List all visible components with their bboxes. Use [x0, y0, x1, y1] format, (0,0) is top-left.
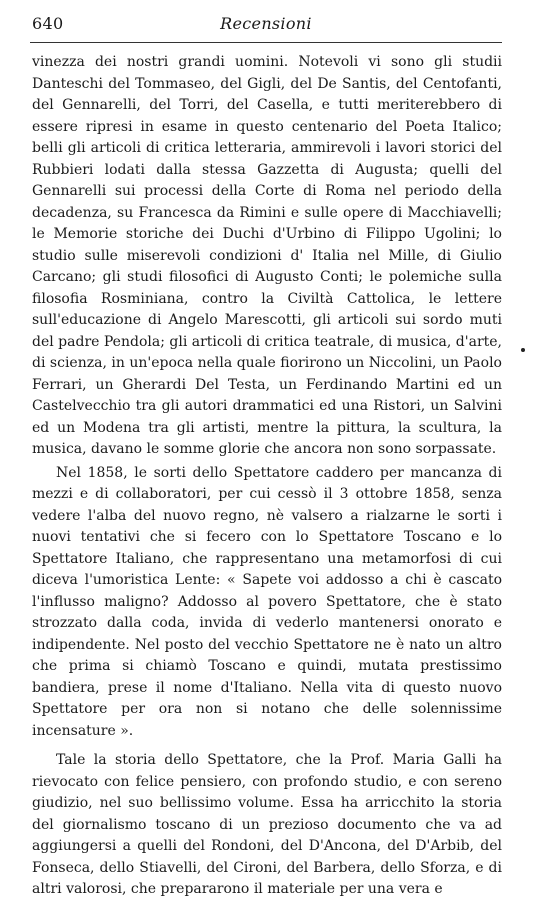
- header-rule: [30, 42, 502, 43]
- page-header: [32, 14, 500, 36]
- running-title: Recensioni: [220, 14, 312, 33]
- paragraph-continuation: vinezza dei nostri grandi uomini. Notevoli vi sono gli studii Danteschi del Tommaseo, del Gigli, del De Santis, del Centofanti, del Gennarelli, del Torri, del Casella, e tutti meriterebbero di essere ripresi in esame in questo centenario del Poeta Italico; belli gli articoli di critica letteraria, ammirevoli i lavori storici del Rubbieri lodati dalla stessa Gazzetta di Augusta; quelli del Gennarelli sui processi della Corte di Roma nel periodo della decadenza, su Francesca da Rimini e sulle opere di Macchiavelli; le Memorie storiche dei Duchi d'Urbino di Filippo Ugolini; lo studio sulle miserevoli condizioni d' Italia nel Mille, di Giulio Carcano; gli studi filosofici di Augusto Conti; le polemiche sulla filosofia Rosminiana, contro la Civiltà Cattolica, le lettere sull'educazione di Angelo Marescotti, gli articoli sui sordo muti del padre Pendola; gli articoli di critica teatrale, di musica, d'arte, di scienza, in un'epoca nella quale fiorirono un Niccolini, un Paolo Ferrari, un Gherardi Del Testa, un Ferdinando Martini ed un Castelvecchio tra gli autori drammatici ed una Ristori, un Salvini ed un Modena tra gli artisti, mentre la pittura, la scultura, la musica, davano le somme glorie che ancora non sono sorpassate.: [32, 54, 502, 457]
- margin-dot: [521, 348, 525, 352]
- paragraph-spettatore-fate: Nel 1858, le sorti dello Spettatore caddero per mancanza di mezzi e di collaboratori, per cui cessò il 3 ottobre 1858, senza vedere l'alba del nuovo regno, nè valsero a rialzarne le sorti i nuovi tentativi che si fecero con lo Spettatore Toscano e lo Spettatore Italiano, che rappresentano una metamorfosi di cui diceva l'umoristica Lente: « Sapete voi addosso a chi è cascato l'influsso maligno? Addosso al povero Spettatore, che è stato strozzato dalla coda, invida di vederlo mantenersi onorato e indipendente. Nel posto del vecchio Spettatore ne è nato un altro che prima si chiamò Toscano e quindi, mutata prestissimo bandiera, prese il nome d'Italiano. Nella vita di questo nuovo Spettatore per ora non si notano che delle solennissime incensature ».: [32, 464, 502, 739]
- paragraph-galli-volume: Tale la storia dello Spettatore, che la Prof. Maria Galli ha rievocato con felice pensiero, con profondo studio, e con sereno giudizio, nel suo bellissimo volume. Essa ha arricchito la storia del giornalismo toscano di un prezioso documento che va ad aggiungersi a quelli del Rondoni, del D'Ancona, del D'Arbib, del Fonseca, dello Stiavelli, del Cironi, del Barbera, dello Sforza, e di altri valorosi, che prepararono il materiale per una vera e: [32, 752, 502, 897]
- article-body: [32, 52, 502, 901]
- page-number: 640: [32, 14, 64, 33]
